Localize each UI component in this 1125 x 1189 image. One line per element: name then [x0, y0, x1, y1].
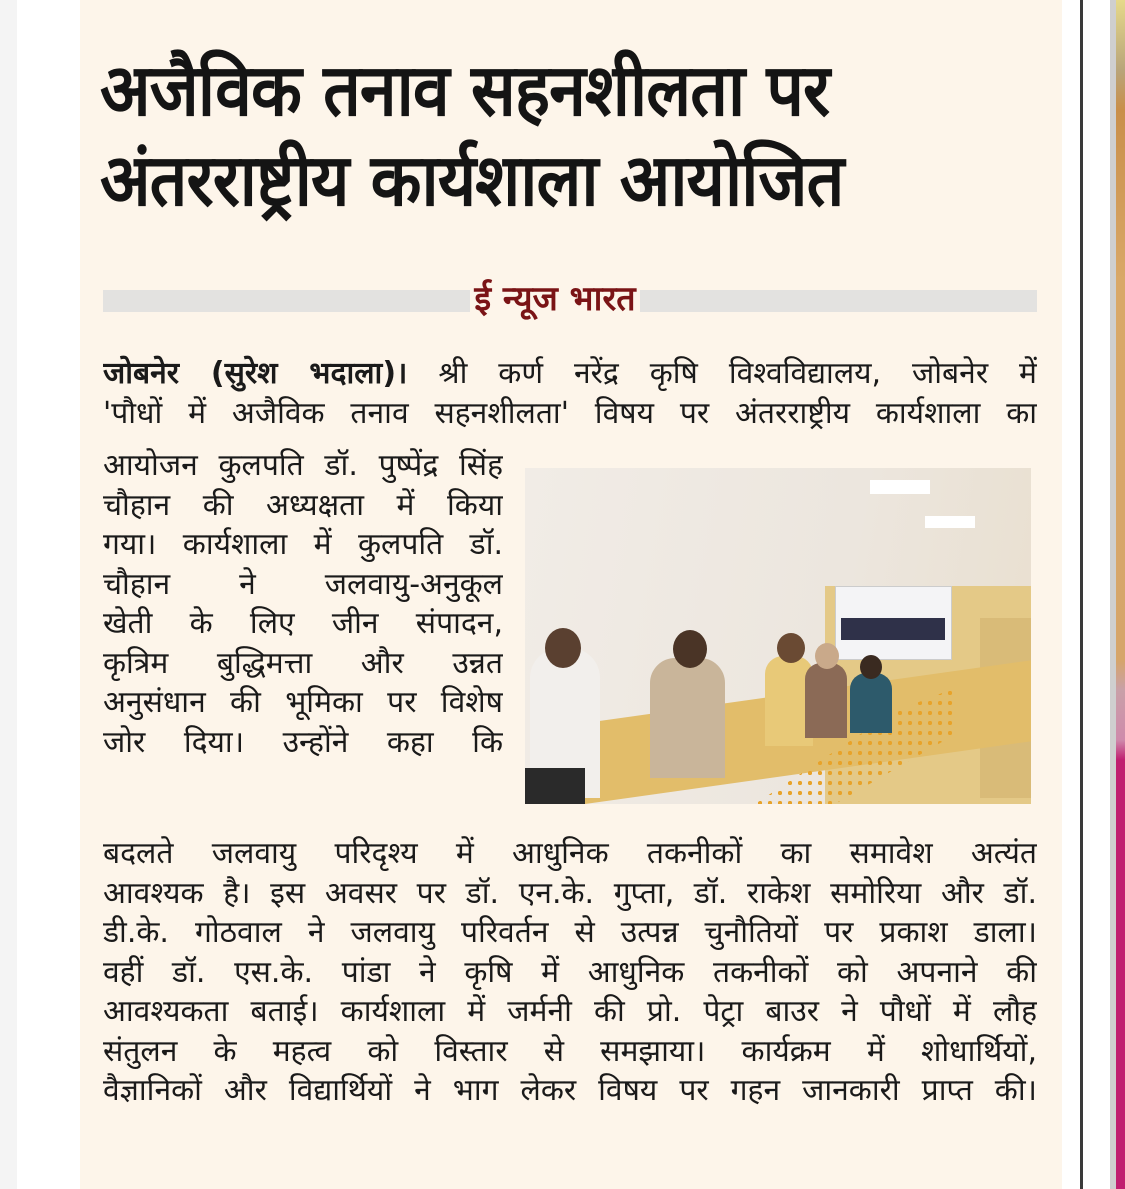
article-line: अनुसंधान की भूमिका पर विशेष — [103, 685, 503, 720]
article-line: वहीं डॉ. एस.के. पांडा ने कृषि में आधुनिक तकनीकों को अपनाने की — [103, 954, 1037, 990]
article-line: बदलते जलवायु परिदृश्य में आधुनिक तकनीकों का समावेश अत्यंत — [103, 836, 1037, 871]
article-line: डी.के. गोठवाल ने जलवायु परिवर्तन से उत्पन्न चुनौतियों पर प्रकाश डाला। — [103, 915, 1037, 950]
left-margin — [0, 0, 17, 1189]
byline-text: ई न्यूज भारत — [470, 275, 639, 323]
headline — [100, 45, 965, 225]
article-line: आवश्यक है। इस अवसर पर डॉ. एन.के. गुप्ता, डॉ. राकेश समोरिया और डॉ. — [103, 875, 1037, 911]
article-line: जोर दिया। उन्होंने कहा कि — [103, 724, 503, 760]
article-line: खेती के लिए जीन संपादन, — [103, 606, 503, 641]
article-line: जोबनेर (सुरेश भदाला)। श्री कर्ण नरेंद्र कृषि विश्वविद्यालय, जोबनेर में — [103, 356, 1037, 391]
dateline: जोबनेर (सुरेश भदाला)। — [103, 356, 408, 391]
article-line: गया। कार्यशाला में कुलपति डॉ. — [103, 527, 503, 562]
article-line: संतुलन के महत्व को विस्तार से समझाया। कार्यक्रम में शोधार्थियों, — [103, 1033, 1037, 1069]
event-photo — [525, 468, 1031, 804]
article-line: वैज्ञानिकों और विद्यार्थियों ने भाग लेकर विषय पर गहन जानकारी प्राप्त की। — [103, 1073, 1037, 1108]
headline-line-1: अजैविक तनाव सहनशीलता पर — [100, 48, 830, 132]
article-line: कृत्रिम बुद्धिमत्ता और उन्नत — [103, 645, 503, 681]
article-line: 'पौधों में अजैविक तनाव सहनशीलता' विषय पर अंतरराष्ट्रीय कार्यशाला का — [103, 395, 1037, 431]
article-line: आवश्यकता बताई। कार्यशाला में जर्मनी की प्रो. पेट्रा बाउर ने पौधों में लौह — [103, 994, 1037, 1029]
article-body-top — [103, 354, 1037, 433]
article-body-bottom — [103, 834, 1037, 1111]
article-body-narrow — [103, 446, 503, 762]
article-line: चौहान ने जलवायु-अनुकूल — [103, 566, 503, 602]
byline — [0, 275, 1125, 323]
page-divider — [1080, 0, 1083, 1189]
adjacent-page-edge — [1116, 0, 1125, 1189]
article-line: आयोजन कुलपति डॉ. पुष्पेंद्र सिंह — [103, 448, 503, 483]
article-line: चौहान की अध्यक्षता में किया — [103, 487, 503, 523]
headline-line-2: अंतरराष्ट्रीय कार्यशाला आयोजित — [100, 138, 844, 222]
